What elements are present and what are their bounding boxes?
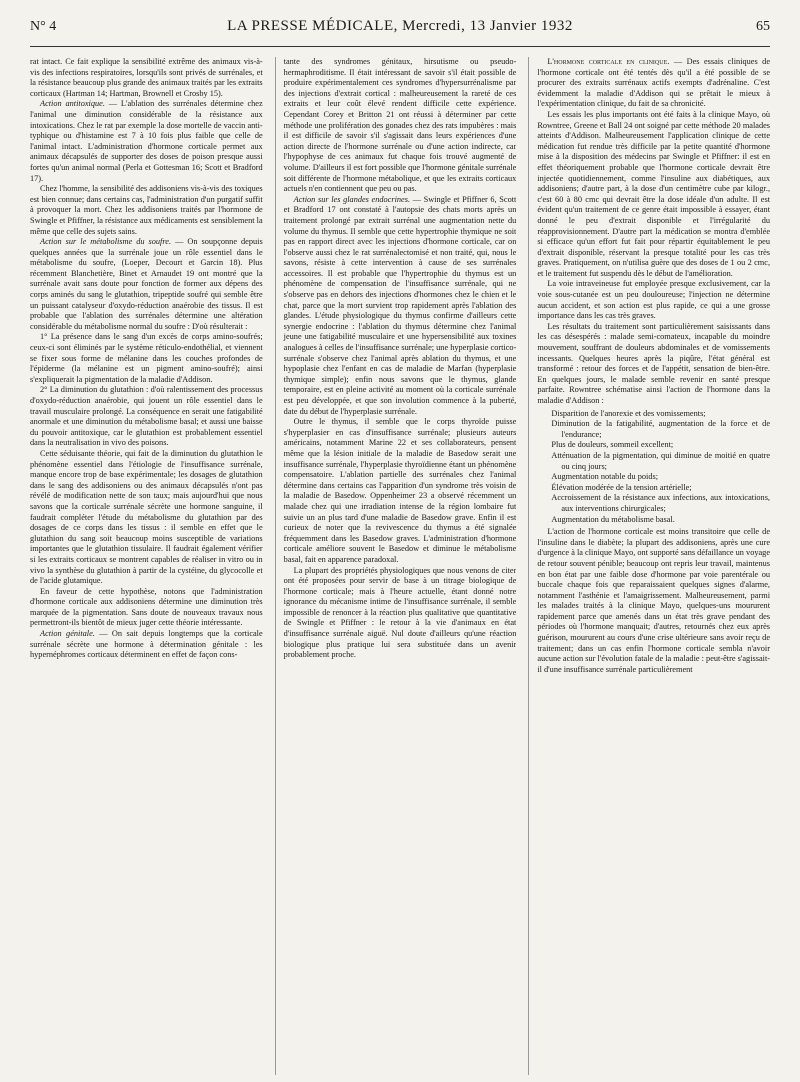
- paragraph-text: — L'ablation des surrénales détermine chez l'animal une diminution considérable de la résistance aux intoxications. Chez le rat par exemple la dose mortelle de vaccin anti-typhique ou d'histamine est 7 à 10 fois plus faible que celle de l'animal intact. L'administration d'hormone corticale permet aux animaux décapsulés de supporter des doses de poison presque aussi fortes qu'un animal normal (Perla et Gottesman 16; Scott et Bradford 17).: [30, 99, 263, 183]
- page-number: 65: [756, 19, 770, 34]
- paragraph: Les essais les plus importants ont été faits à la clinique Mayo, où Rowntree, Greene et Ball 24 ont soigné par cette méthode 20 malades atteints d'Addison. Malheureusement l'application clinique de cette médication fut rendue très difficile par la petite quantité d'hormone mise à la disposition des médecins par Swingle et Pfiffner: il est en effet théoriquement probable que l'hormone corticale devrait être injectée quotidiennement, comme l'insuline aux diabétiques, aux addisoniens; d'autre part, à la dose d'un centimètre cube par kilogr., c'est 60 à 80 cmc qui devrait être la dose idéale d'un adulte. Il est évident qu'un traitement de ce genre était impossible à essayer, étant donné le peu d'extrait disponible et l'irrégularité du réapprovisionnement. D'autre part la médication se montra d'emblée si efficace qu'un effort fut fait pour répartir équitablement le peu d'extrait disponible, réservant la presque totalité pour les cas très graves. Pratiquement, on n'utilisa guère que des doses de 1 ou 2 cmc, et le traitement fut suspendu dès le début de l'amélioration.: [537, 109, 770, 278]
- paragraph-text: — Des essais cliniques de l'hormone corticale ont été tentés dès qu'il a été possible de se procurer des extraits surrénaux actifs exempts d'adrénaline. C'est évidemment la maladie d'Addison qui se prêtait le mieux à l'expérimentation clinique, du fait de sa chronicité.: [537, 57, 770, 109]
- list-item: Augmentation notable du poids;: [551, 472, 659, 482]
- section-heading: Action antitoxique.: [40, 99, 105, 109]
- paragraph: L'action de l'hormone corticale est moins transitoire que celle de l'insuline dans le diabète; la plupart des addisoniens, après une cure d'urgence à la clinique Mayo, ont supporté sans défaillance un voyage de retour souvent pénible; beaucoup ont repris leur travail, maintenus en bon état par une faible dose d'hormone par voie parentérale ou buccale chaque fois que reparaissaient quelques signes d'alarme, notamment l'asthénie et l'amaigrissement. Malheureusement, parmi les malades traités à la clinique Mayo, quelques-uns moururent rapidement parce que amenés dans un état très grave pendant des périodes où l'hormone manquait; d'autres, retournés chez eux après guérison, moururent au cours d'une crise ultérieure sans avoir reçu de traitement; dans un cas enfin l'hormone corticale sembla n'avoir aucune action sur l'évolution fatale de la maladie : peut-être s'agissait-il d'une insuffisance surrénale particulièrement: [537, 527, 770, 674]
- paragraph: [284, 195, 517, 417]
- list-item: Diminution de la fatigabilité, augmentation de la force et de l'endurance;: [551, 419, 770, 439]
- page-header: [30, 18, 770, 47]
- paragraph: tante des syndromes génitaux, hirsutisme ou pseudo-hermaphroditisme. Il était intéressant de savoir s'il était possible de produire expérimentalement ces syndromes d'hypersurrénalisme par des injections d'extrait cortical : malheureusement la rareté de ces extraits et leur coût élevé rendent difficile cette expérience. Cependant Corey et Britton 21 ont réussi à déterminer par cette méthode une prolifération des gonades chez des rats impubères : mais il est difficile de savoir s'il s'agissait dans leurs expériences d'une action directe de l'hormone surrénale ou d'une action indirecte, car l'hypophyse de ces animaux fut chaque fois trouvé augmenté de volume. D'ailleurs il est fort possible que l'hormone génitale surrénale soit différente de l'hormone métabolique, et que les extraits corticaux actuels n'en contiennent que peu ou pas.: [283, 57, 517, 194]
- paragraph: [30, 99, 263, 184]
- column-1: [30, 57, 263, 1075]
- section-heading: L'hormone corticale en clinique.: [547, 57, 670, 66]
- paragraph: Cette séduisante théorie, qui fait de la diminution du glutathion le phénomène essentiel dans l'étiologie de l'insuffisance surrénale, manque encore trop de base expérimentale; les dosages de glutathion dans le sang des addisoniens ou des animaux décapsulés n'ont pas révélé de modification nette de son taux; mais aujourd'hui que nous savons que la corticale surrénale sécrète une hormone sanguine, il faudrait compléter l'étude du métabolisme du glutathion par des dosages de ce corps dans les tissus : il semble en effet que le glutathion du sang soit beaucoup moins susceptible de variations importantes que le glutathion tissulaire. Il faudrait également vérifier si les extraits corticaux se montrent capables de réaliser in vitro ou in vivo la synthèse du glutathion à partir de la cystéine, du glycocolle et de l'acide glutamique.: [30, 448, 263, 586]
- list-item: Atténuation de la pigmentation, qui diminue de moitié en quatre ou cinq jours;: [551, 450, 770, 471]
- paragraph: [30, 237, 263, 332]
- effects-list: [551, 409, 770, 526]
- paragraph-text: — On soupçonne depuis quelques années que la surrénale joue un rôle essentiel dans le métabolisme du soufre, (Loeper, Decourt et Garcin 18). Plus récemment Blanchetière, Binet et Arnaudet 19 ont montré que la surrénale avait sans doute pour fonction de former aux dépens des corps aminés du sang le glutathion, tripeptide soufré qui semble être un puissant catalyseur d'oxydo-réduction anaérobie des tissus. Il est probable que l'ablation des surrénales détermine une altération considérable du métabolisme normal du soufre : D'où résulterait :: [30, 237, 263, 331]
- paragraph: La plupart des propriétés physiologiques que nous venons de citer ont été proposées pour servir de base à un titrage biologique de l'hormone corticale; mais à l'heure actuelle, étant donné notre ignorance du mécanisme intime de l'insuffisance surrénale, il semble impossible de renoncer à la réaction plus qualitative que quantitative de Swingle et Pfiffner : le retour à la vie d'animaux en état d'insuffisance surrénale aiguë. Nul doute d'ailleurs qu'une réaction biologique plus pratique lui sera substituée dans un avenir probablement proche.: [283, 565, 517, 660]
- section-heading: Action sur les glandes endocrines.: [293, 194, 411, 204]
- paragraph: [537, 57, 770, 110]
- paragraph: En faveur de cette hypothèse, notons que l'administration d'hormone corticale aux addisoniens détermine une diminution très marquée de la pigmentation. Sans doute de nouveaux travaux nous permettront-ils bientôt de mieux juger cette théorie intéressante.: [30, 586, 263, 628]
- paragraph: 2° La diminution du glutathion : d'où ralentissement des processus d'oxydo-réduction anaérobie, qui jouent un rôle essentiel dans le travail musculaire prolongé. La conséquence en serait une fatigabilité anormale et une diminution du métabolisme basal; et aussi une baisse du pouvoir antitoxique, car le glutathion est probablement essentiel dans la neutralisation in vivo des poisons.: [30, 385, 263, 448]
- paragraph: Chez l'homme, la sensibilité des addisoniens vis-à-vis des toxiques est bien connue; dans certains cas, l'administration d'un purgatif suffit à provoquer la mort. Chez les addisoniens traités par l'hormone de Swingle et Pfiffner, la résistance aux médicaments est sensiblement la même que celle des sujets sains.: [30, 184, 263, 236]
- paragraph: rat intact. Ce fait explique la sensibilité extrême des animaux vis-à-vis des infections respiratoires, lorsqu'ils sont privés de surrénales, et la résistance beaucoup plus grande des animaux traités par les extraits corticaux (Hartman 14; Hartman, Brownell et Crosby 15).: [30, 57, 263, 98]
- list-item: Disparition de l'anorexie et des vomissements;: [551, 408, 706, 418]
- section-heading: Action sur le métabolisme du soufre.: [40, 237, 172, 247]
- list-item: Élévation modérée de la tension artérielle;: [551, 482, 692, 492]
- paragraph: Les résultats du traitement sont particulièrement saisissants dans les cas désespérés : malade semi-comateux, incapable du moindre mouvement, souffrant de douleurs abdominales et de vomissements incessants. Quelques heures après la piqûre, l'état général est transformé : retour des forces et de l'appétit, sensation de bien-être. En quelques jours, le malade semble revenir en santé presque parfaite. Rowntree schématise ainsi l'action de l'hormone dans la maladie d'Addison :: [537, 321, 770, 405]
- paragraph: Outre le thymus, il semble que le corps thyroïde puisse s'hyperplasier en cas d'insuffisance surrénale; plusieurs auteurs américains, notamment Marine 22 et ses collaborateurs, pensent même que la lésion initiale de la maladie de Basedow serait une insuffisance surrénale, l'hyperplasie thyroïdienne étant un phénomène compensatoire. L'ablation partielle des surrénales chez l'animal détermine dans certains cas l'apparition d'un syndrome très voisin de la maladie de Basedow. Oppenheimer 23 a observé récemment un malade chez qui une irradiation intense de la région lombaire fut suivie un an plus tard d'une maladie de Basedow grave. Enfin il est curieux de noter que la revivescence du thymus a été signalée fréquemment dans les Basedow graves. L'administration d'hormone corticale améliore souvent le Basedow et diminue le métabolisme basal, fait en apparence paradoxal.: [283, 417, 517, 564]
- paragraph-text: — On sait depuis longtemps que la corticale surrénale sécrète une hormone à détermination génitale : les hypernéphromes corticaux déterminent en effet de façon cons-: [30, 629, 263, 660]
- section-heading: Action génitale.: [40, 629, 95, 639]
- paragraph: 1° La présence dans le sang d'un excès de corps amino-soufrés; ceux-ci sont éliminés par le système réticulo-endothélial, et viennent se fixer sous forme de mélanine dans les couches profondes de l'épiderme (la mélanine est un pigment amino-soufré); ainsi s'expliquerait la pigmentation de la maladie d'Addison.: [30, 332, 263, 384]
- article-columns: [30, 57, 770, 1075]
- list-item: Plus de douleurs, sommeil excellent;: [551, 440, 674, 450]
- paragraph: La voie intraveineuse fut employée presque exclusivement, car la voie sous-cutanée est un peu douloureuse; l'injection ne détermine aucun accident, et son action est plus rapide, ce qui a une grosse importance dans les cas très graves.: [537, 279, 770, 321]
- list-item: Accroissement de la résistance aux infections, aux intoxications, aux interventions chirurgicales;: [551, 493, 770, 513]
- issue-number: N° 4: [30, 19, 57, 34]
- column-3: [528, 57, 770, 1075]
- masthead-title: LA PRESSE MÉDICALE, Mercredi, 13 Janvier 1932: [227, 18, 573, 34]
- paragraph-text: — Swingle et Pfiffner 6, Scott et Bradford 17 ont constaté à l'autopsie des chats morts après un traitement prolongé par extrait surrénal une augmentation nette du volume du thymus. Il semble que cette hypertrophie thymique ne soit pas en rapport direct avec les injections d'hormone corticale, car on l'observe aussi chez le rat surrénalectomisé et non traité, qui, nous le savons, résiste à cette intervention à cause de ses surrénales accessoires. Il est probable que l'hypertrophie du thymus est un phénomène de compensation de l'insuffisance surrénale, qui ne s'observe pas en dehors des injections d'hormones chez le chien et le chat, parce que la mort survient trop rapidement après l'ablation des glandes. L'étude physiologique du thymus confirme d'ailleurs cette synergie endocrine : l'ablation du thymus détermine chez l'animal jeune une fatigabilité musculaire et une hypersensibilité aux toxines analogues à celles de l'insuffisance surrénale; une hyperplasie cortico-surrénale s'observe chez l'animal après ablation du thymus, et une hypoplasie chez l'enfant en cas de maladie de Marfan (hyperplasie thymique simple); enfin nous savons que le thymus, glande temporaire, est en pleine activité au moment où la corticale surrénale est peu développée, et que son involution commence à la puberté, date du début de l'hyperplasie surrénale.: [283, 194, 517, 416]
- column-2: [275, 57, 517, 1075]
- list-item: Augmentation du métabolisme basal.: [551, 514, 675, 524]
- paragraph: [30, 629, 263, 661]
